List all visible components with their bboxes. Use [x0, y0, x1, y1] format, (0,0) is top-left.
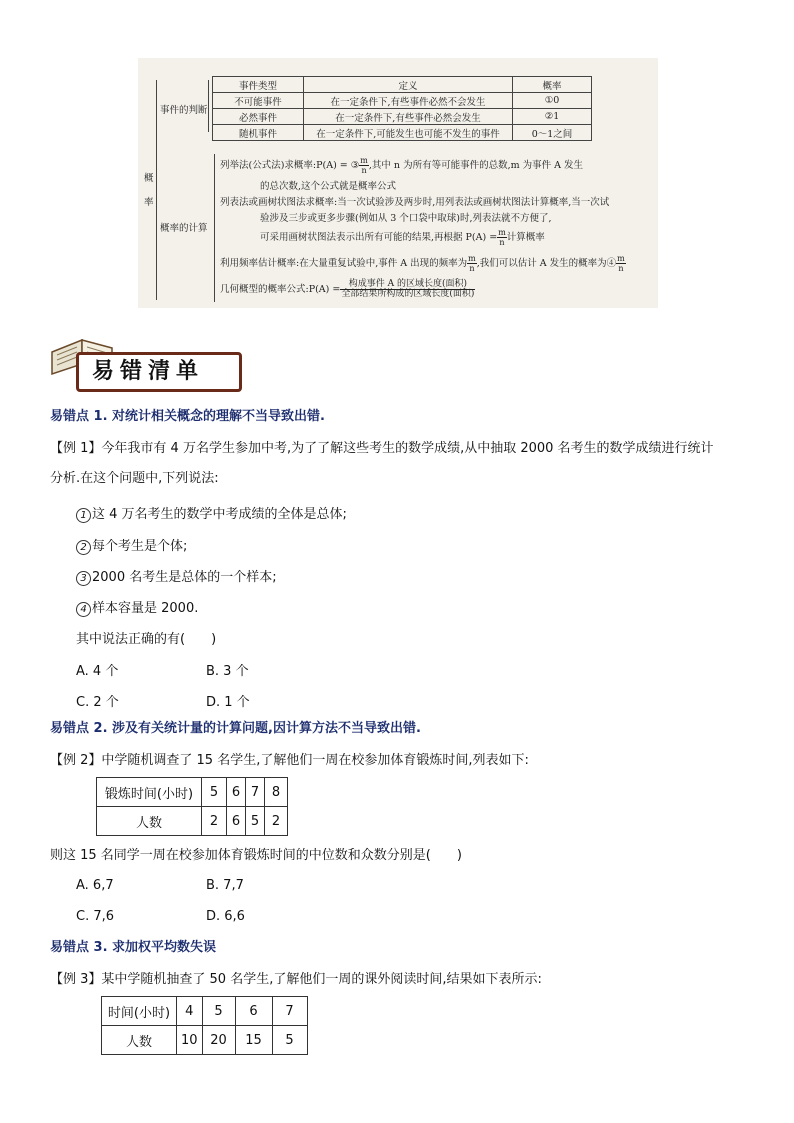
brace-line-3: [214, 154, 215, 302]
branch-judgement-label: 事件的判断: [160, 105, 208, 116]
calc-text: 利用频率估计概率:在大量重复试验中,事件 A 出现的频率为: [220, 258, 468, 269]
statement-2: [76, 535, 187, 555]
frac-den: n: [361, 166, 367, 175]
reading-time-table: [101, 996, 308, 1055]
statement-text: 2000 名考生是总体的一个样本;: [92, 570, 277, 585]
frac-den: n: [618, 264, 624, 273]
example-1-line-1: 【例 1】今年我市有 4 万名学生参加中考,为了了解这些考生的数学成绩,从中抽取 2000 名考生的数学成绩进行统计: [50, 441, 714, 456]
table-cell: 在一定条件下,有些事件必然会发生: [304, 109, 513, 125]
statement-1: [76, 503, 347, 523]
table-cell: 10: [177, 1026, 203, 1055]
option-c: C. 7,6: [76, 909, 115, 924]
table-cell: 在一定条件下,有些事件必然不会发生: [304, 93, 513, 109]
question-2: 则这 15 名同学一周在校参加体育锻炼时间的中位数和众数分别是( ): [50, 848, 462, 863]
error-point-2-heading: 易错点 2. 涉及有关统计量的计算问题,因计算方法不当导致出错.: [50, 721, 421, 736]
fraction-m-n: [616, 254, 626, 273]
fraction-m-n: [359, 156, 369, 175]
calc-text: ,其中 n 为所有等可能事件的总数,m 为事件 A 发生: [368, 160, 584, 171]
frac-den: n: [469, 264, 475, 273]
calc-line-6: [220, 254, 626, 273]
table-cell: 15: [235, 1026, 272, 1055]
calc-text: 几何概型的概率公式:P(A) =: [220, 284, 341, 295]
probability-concept-figure: [138, 58, 658, 308]
table-cell: 5: [202, 997, 235, 1026]
th-type: 事件类型: [213, 77, 304, 93]
frac-num: m: [498, 228, 506, 237]
section-title: 易错清单: [92, 359, 205, 384]
statement-text: 每个考生是个体;: [92, 539, 188, 554]
left-word-2: 率: [144, 197, 154, 208]
calc-text: 可采用画树状图法表示出所有可能的结果,再根据 P(A) =: [260, 232, 498, 243]
table-cell: 5: [246, 807, 265, 836]
exercise-time-table: [96, 777, 288, 836]
table-cell: 2: [265, 807, 288, 836]
table-cell: 7: [246, 778, 265, 807]
left-word-1: 概: [144, 173, 154, 184]
calc-line-4: 验涉及三步或更多步骤(例如从 3 个口袋中取球)时,列表法就不方便了,: [260, 213, 552, 224]
table-cell: 人数: [102, 1026, 177, 1055]
calc-line-7: [220, 280, 475, 299]
brace-line-2: [208, 80, 209, 132]
option-c: C. 2 个: [76, 695, 119, 710]
example-1-line-2: 分析.在这个问题中,下列说法:: [50, 471, 219, 486]
option-a: A. 6,7: [76, 878, 114, 893]
table-cell: 5: [202, 778, 227, 807]
fraction-m-n: [467, 254, 477, 273]
table-cell: 人数: [97, 807, 202, 836]
option-b: B. 3 个: [206, 664, 249, 679]
table-cell: 6: [227, 807, 246, 836]
th-prob: 概率: [513, 77, 592, 93]
statement-text: 样本容量是 2000.: [92, 601, 199, 616]
circled-number: 4: [76, 602, 91, 617]
table-cell: 7: [272, 997, 307, 1026]
table-cell: 4: [177, 997, 203, 1026]
frac-num: m: [468, 254, 476, 263]
question-1: 其中说法正确的有( ): [76, 632, 217, 647]
option-d: D. 1 个: [206, 695, 250, 710]
table-cell: 6: [235, 997, 272, 1026]
table-cell: ①0: [513, 93, 592, 109]
calc-line-2: 的总次数,这个公式就是概率公式: [260, 181, 397, 192]
table-cell: 随机事件: [213, 125, 304, 141]
th-def: 定义: [304, 77, 513, 93]
calc-line-1: [220, 156, 583, 175]
statement-text: 这 4 万名考生的数学中考成绩的全体是总体;: [92, 507, 347, 522]
circled-number: 2: [76, 540, 91, 555]
table-cell: 5: [272, 1026, 307, 1055]
table-cell: 8: [265, 778, 288, 807]
table-cell: 时间(小时): [102, 997, 177, 1026]
table-cell: 2: [202, 807, 227, 836]
calc-line-3: 列表法或画树状图法求概率:当一次试验涉及两步时,用列表法或画树状图法计算概率,当一次试: [220, 197, 610, 208]
circled-number: 3: [76, 571, 91, 586]
table-cell: 20: [202, 1026, 235, 1055]
table-cell: 6: [227, 778, 246, 807]
frac-num: m: [360, 156, 368, 165]
statement-4: [76, 597, 198, 617]
event-type-table: [212, 76, 592, 141]
table-cell: 不可能事件: [213, 93, 304, 109]
brace-line: [156, 80, 157, 300]
frac-den: 全部结果所构成的区域长度(面积): [341, 289, 475, 299]
table-cell: 必然事件: [213, 109, 304, 125]
error-point-3-heading: 易错点 3. 求加权平均数失误: [50, 940, 217, 955]
example-2-line: 【例 2】中学随机调查了 15 名学生,了解他们一周在校参加体育锻炼时间,列表如下:: [50, 753, 529, 768]
option-b: B. 7,7: [206, 878, 244, 893]
circled-number: 1: [76, 508, 91, 523]
section-banner: [48, 332, 248, 394]
fraction-area: [340, 280, 475, 299]
table-cell: 0～1之间: [513, 125, 592, 141]
example-3-line: 【例 3】某中学随机抽查了 50 名学生,了解他们一周的课外阅读时间,结果如下表所示:: [50, 972, 542, 987]
branch-calc-label: 概率的计算: [160, 223, 208, 234]
table-cell: ②1: [513, 109, 592, 125]
calc-text: ,我们可以估计 A 发生的概率为④: [476, 258, 617, 269]
option-a: A. 4 个: [76, 664, 119, 679]
table-cell: 在一定条件下,可能发生也可能不发生的事件: [304, 125, 513, 141]
calc-text: 计算概率: [506, 232, 545, 243]
calc-line-5: [260, 228, 545, 247]
frac-num: 构成事件 A 的区域长度(面积): [340, 280, 475, 290]
frac-num: m: [617, 254, 625, 263]
frac-den: n: [499, 238, 505, 247]
table-cell: 锻炼时间(小时): [97, 778, 202, 807]
statement-3: [76, 566, 277, 586]
error-point-1-heading: 易错点 1. 对统计相关概念的理解不当导致出错.: [50, 409, 325, 424]
calc-text: 列举法(公式法)求概率:P(A) = ③: [220, 160, 360, 171]
option-d: D. 6,6: [206, 909, 245, 924]
fraction-m-n: [497, 228, 507, 247]
